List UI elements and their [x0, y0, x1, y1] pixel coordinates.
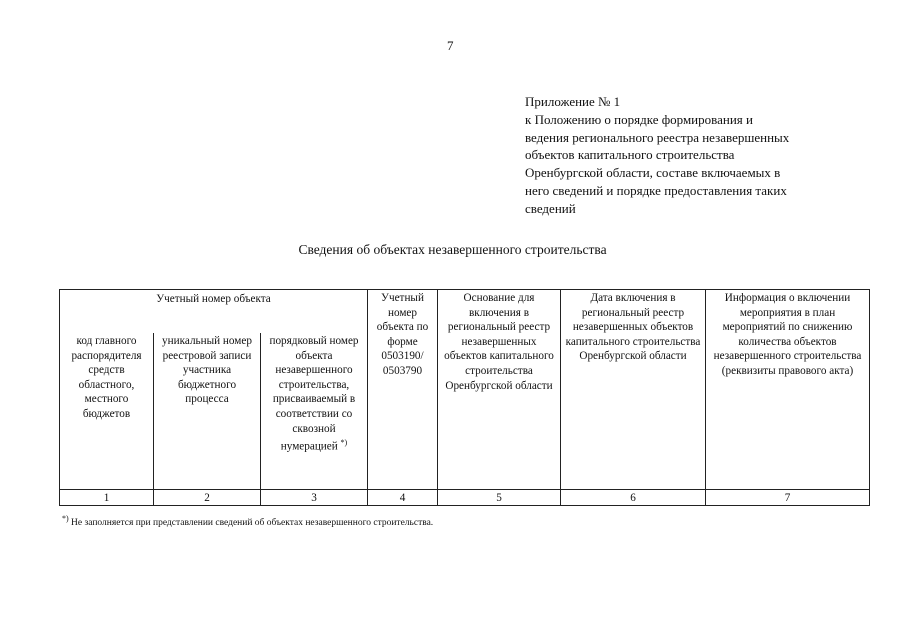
footnote	[62, 514, 433, 528]
appendix-line: к Положению о порядке формирования и	[525, 111, 753, 127]
footnote-text: Не заполняется при представлении сведений об объектах незавершенного строительства.	[68, 518, 434, 529]
column-number: 3	[261, 490, 368, 506]
appendix-line: объектов капитального строительства	[525, 147, 735, 163]
header-plan-info: Информация о включении мероприятия в план мероприятий по снижению количества объектов незавершенного строительства (реквизиты правового акта)	[706, 290, 870, 490]
column-number: 4	[368, 490, 438, 506]
column-number: 7	[706, 490, 870, 506]
page-number: 7	[447, 38, 454, 53]
column-number: 5	[438, 490, 561, 506]
column-number: 1	[60, 490, 154, 506]
appendix-line: ведения регионального реестра незавершенных	[525, 129, 790, 145]
header-budget-manager-code: код главного распорядителя средств областного, местного бюджетов	[60, 333, 154, 490]
header-account-number-form: Учетный номер объекта по форме 0503190/ 0503790	[368, 290, 438, 490]
header-account-number-group: Учетный номер объекта	[60, 290, 368, 334]
header-inclusion-basis: Основание для включения в региональный реестр незавершенных объектов капитального строительства Оренбургской области	[438, 290, 561, 490]
header-registry-record-number: уникальный номер реестровой записи участника бюджетного процесса	[154, 333, 261, 490]
header-sequence-number	[261, 333, 368, 490]
appendix-line: сведений	[525, 200, 576, 216]
column-number: 2	[154, 490, 261, 506]
objects-table	[59, 289, 870, 506]
header-inclusion-date: Дата включения в региональный реестр незавершенных объектов капитального строительства Оренбургской области	[561, 290, 706, 490]
appendix-line: него сведений и порядке предоставления таких	[525, 182, 787, 198]
appendix-block	[525, 93, 855, 218]
column-number: 6	[561, 490, 706, 506]
appendix-line: Оренбургской области, составе включаемых в	[525, 165, 781, 181]
footnote-mark: *)	[340, 438, 348, 448]
document-title: Сведения об объектах незавершенного строительства	[298, 242, 607, 257]
header-sequence-number-text: порядковый номер объекта незавершенного строительства, присваиваемый в соответствии со сквозной нумерацией	[269, 335, 359, 453]
footnote-mark: *)	[62, 514, 69, 523]
appendix-heading: Приложение № 1	[525, 94, 621, 109]
